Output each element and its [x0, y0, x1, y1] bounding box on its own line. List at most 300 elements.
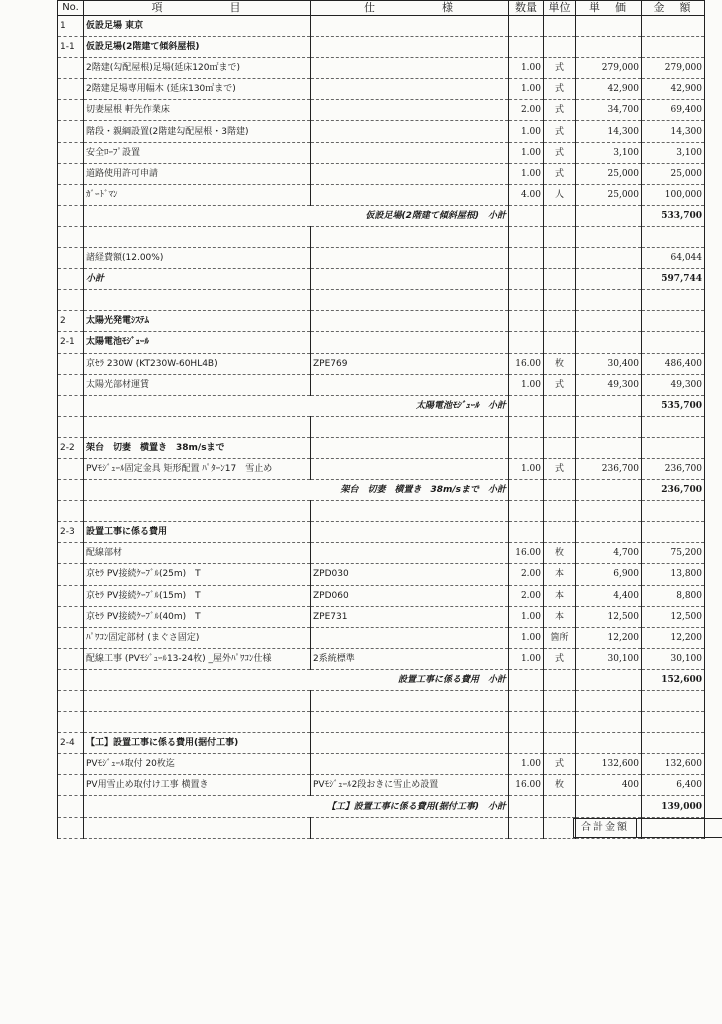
row-no: [58, 501, 84, 522]
table-row: [58, 311, 705, 332]
row-item: PV用雪止め取付け工事 横置き: [84, 775, 311, 796]
table-row: [58, 100, 705, 121]
row-amount: 64,044: [642, 248, 705, 269]
row-unit: 箇所: [544, 627, 576, 648]
table-row: [58, 733, 705, 754]
row-no: 1-1: [58, 37, 84, 58]
row-amount: [642, 691, 705, 712]
table-row: [58, 205, 705, 226]
row-spec: ZPE731: [311, 606, 509, 627]
row-qty: 16.00: [509, 775, 544, 796]
row-amount: [642, 733, 705, 754]
row-no: [58, 775, 84, 796]
subtotal-label: 架台 切妻 横置き 38m/sまで 小計: [84, 480, 509, 501]
table-row: [58, 522, 705, 543]
row-unit: 本: [544, 585, 576, 606]
table-row: [58, 332, 705, 353]
row-spec: 2系統標準: [311, 648, 509, 669]
row-spec: [311, 37, 509, 58]
table-row: [58, 775, 705, 796]
row-spec: [311, 522, 509, 543]
row-qty: [509, 480, 544, 501]
header-amount: 金 額: [642, 1, 705, 16]
row-item: [84, 226, 311, 247]
row-amount: [642, 311, 705, 332]
row-no: [58, 163, 84, 184]
row-item: 2階建足場専用幅木 (延床130㎡まで): [84, 79, 311, 100]
table-row: [58, 585, 705, 606]
row-spec: [311, 142, 509, 163]
row-item: 京ｾﾗ PV接続ｹｰﾌﾞﾙ(40m) T: [84, 606, 311, 627]
row-item: PVﾓｼﾞｭｰﾙ固定金具 矩形配置 ﾊﾟﾀｰﾝ17 雪止め: [84, 458, 311, 479]
row-no: [58, 374, 84, 395]
row-qty: 1.00: [509, 142, 544, 163]
row-amount: 236,700: [642, 480, 705, 501]
row-amount: [642, 332, 705, 353]
table-row: [58, 226, 705, 247]
estimate-table: [57, 0, 705, 839]
row-price: [576, 290, 642, 311]
row-amount: 100,000: [642, 184, 705, 205]
row-price: 12,500: [576, 606, 642, 627]
row-unit: 式: [544, 648, 576, 669]
row-amount: 486,400: [642, 353, 705, 374]
row-qty: [509, 37, 544, 58]
row-spec: ZPD030: [311, 564, 509, 585]
row-unit: [544, 205, 576, 226]
row-price: 25,000: [576, 163, 642, 184]
row-unit: 式: [544, 458, 576, 479]
row-price: [576, 437, 642, 458]
row-qty: [509, 395, 544, 416]
row-qty: 1.00: [509, 121, 544, 142]
row-unit: 式: [544, 79, 576, 100]
row-spec: [311, 817, 509, 838]
row-unit: 式: [544, 58, 576, 79]
row-unit: [544, 416, 576, 437]
row-unit: 枚: [544, 775, 576, 796]
row-item: 仮設足場(2階建て傾斜屋根): [84, 37, 311, 58]
row-price: 3,100: [576, 142, 642, 163]
row-qty: [509, 332, 544, 353]
row-no: [58, 269, 84, 290]
row-unit: [544, 248, 576, 269]
row-price: 42,900: [576, 79, 642, 100]
row-qty: [509, 248, 544, 269]
row-spec: [311, 58, 509, 79]
table-row: [58, 543, 705, 564]
row-qty: 16.00: [509, 353, 544, 374]
row-item: 京ｾﾗ 230W (KT230W-60HL4B): [84, 353, 311, 374]
header-price: 単 価: [576, 1, 642, 16]
row-price: 6,900: [576, 564, 642, 585]
row-no: [58, 395, 84, 416]
row-amount: [642, 522, 705, 543]
row-no: [58, 184, 84, 205]
row-unit: [544, 332, 576, 353]
row-amount: 132,600: [642, 754, 705, 775]
row-qty: 1.00: [509, 58, 544, 79]
row-amount: 42,900: [642, 79, 705, 100]
subtotal-label: 太陽電池ﾓｼﾞｭｰﾙ 小計: [84, 395, 509, 416]
row-no: [58, 226, 84, 247]
table-row: [58, 501, 705, 522]
table-row: [58, 480, 705, 501]
row-no: [58, 480, 84, 501]
row-qty: [509, 311, 544, 332]
row-price: [576, 16, 642, 37]
row-amount: 6,400: [642, 775, 705, 796]
row-amount: 535,700: [642, 395, 705, 416]
row-qty: [509, 501, 544, 522]
row-qty: [509, 16, 544, 37]
row-unit: 本: [544, 606, 576, 627]
row-no: 2-2: [58, 437, 84, 458]
row-no: [58, 416, 84, 437]
row-no: [58, 627, 84, 648]
row-amount: 279,000: [642, 58, 705, 79]
row-qty: [509, 226, 544, 247]
row-amount: 30,100: [642, 648, 705, 669]
row-unit: 人: [544, 184, 576, 205]
row-no: 2-4: [58, 733, 84, 754]
row-item: PVﾓｼﾞｭｰﾙ取付 20枚迄: [84, 754, 311, 775]
table-row: [58, 606, 705, 627]
row-item: 太陽光部材運賃: [84, 374, 311, 395]
row-amount: [642, 501, 705, 522]
table-row: [58, 79, 705, 100]
row-unit: [544, 226, 576, 247]
grand-total-box: [573, 818, 722, 838]
row-price: [576, 669, 642, 690]
table-row: [58, 712, 705, 733]
row-unit: [544, 669, 576, 690]
row-price: 12,200: [576, 627, 642, 648]
row-item: 京ｾﾗ PV接続ｹｰﾌﾞﾙ(15m) T: [84, 585, 311, 606]
row-unit: [544, 269, 576, 290]
row-item: ﾊﾟﾜｺﾝ固定部材 (まぐさ固定): [84, 627, 311, 648]
table-row: [58, 184, 705, 205]
estimate-sheet: [57, 0, 722, 839]
row-qty: [509, 522, 544, 543]
row-amount: [642, 437, 705, 458]
row-no: [58, 353, 84, 374]
row-spec: [311, 733, 509, 754]
table-row: [58, 627, 705, 648]
row-price: [576, 691, 642, 712]
row-qty: [509, 796, 544, 817]
row-qty: [509, 205, 544, 226]
row-spec: [311, 627, 509, 648]
table-row: [58, 290, 705, 311]
row-unit: [544, 522, 576, 543]
row-item: 京ｾﾗ PV接続ｹｰﾌﾞﾙ(25m) T: [84, 564, 311, 585]
row-unit: [544, 691, 576, 712]
row-item: 配線部材: [84, 543, 311, 564]
row-item: 道路使用許可申請: [84, 163, 311, 184]
row-amount: [642, 416, 705, 437]
header-no: No.: [58, 1, 84, 16]
row-no: [58, 712, 84, 733]
row-unit: [544, 480, 576, 501]
row-spec: ZPE769: [311, 353, 509, 374]
row-unit: [544, 16, 576, 37]
row-no: [58, 669, 84, 690]
row-unit: 本: [544, 564, 576, 585]
row-price: [576, 416, 642, 437]
row-unit: 枚: [544, 543, 576, 564]
row-price: [576, 712, 642, 733]
row-amount: 12,200: [642, 627, 705, 648]
row-no: [58, 648, 84, 669]
table-row: [58, 16, 705, 37]
table-row: [58, 669, 705, 690]
row-amount: [642, 16, 705, 37]
row-spec: [311, 269, 509, 290]
row-price: [576, 226, 642, 247]
row-spec: [311, 184, 509, 205]
row-unit: [544, 817, 576, 838]
row-qty: 4.00: [509, 184, 544, 205]
row-amount: 152,600: [642, 669, 705, 690]
row-price: [576, 332, 642, 353]
row-no: [58, 564, 84, 585]
row-amount: 139,000: [642, 796, 705, 817]
row-item: 設置工事に係る費用: [84, 522, 311, 543]
row-spec: PVﾓｼﾞｭｰﾙ2段おきに雪止め設置: [311, 775, 509, 796]
row-qty: 1.00: [509, 163, 544, 184]
row-amount: 533,700: [642, 205, 705, 226]
row-qty: 2.00: [509, 585, 544, 606]
row-price: [576, 205, 642, 226]
header-item: 項 目: [84, 1, 311, 16]
row-item: ｶﾞｰﾄﾞﾏﾝ: [84, 184, 311, 205]
row-amount: 236,700: [642, 458, 705, 479]
row-no: [58, 458, 84, 479]
row-no: [58, 205, 84, 226]
row-no: [58, 606, 84, 627]
row-amount: 12,500: [642, 606, 705, 627]
table-row: [58, 416, 705, 437]
row-qty: 2.00: [509, 100, 544, 121]
row-price: 236,700: [576, 458, 642, 479]
row-qty: [509, 290, 544, 311]
row-qty: 1.00: [509, 79, 544, 100]
table-row: [58, 437, 705, 458]
row-no: 2-3: [58, 522, 84, 543]
row-no: [58, 248, 84, 269]
row-price: 14,300: [576, 121, 642, 142]
row-qty: 16.00: [509, 543, 544, 564]
table-row: [58, 37, 705, 58]
table-row: [58, 564, 705, 585]
row-item: 太陽電池ﾓｼﾞｭｰﾙ: [84, 332, 311, 353]
row-qty: 1.00: [509, 374, 544, 395]
row-spec: [311, 416, 509, 437]
table-row: [58, 353, 705, 374]
row-amount: [642, 712, 705, 733]
header-qty: 数量: [509, 1, 544, 16]
row-price: [576, 522, 642, 543]
row-no: [58, 796, 84, 817]
row-item: 小計: [84, 269, 311, 290]
row-price: [576, 395, 642, 416]
row-no: 1: [58, 16, 84, 37]
subtotal-label: 【工】設置工事に係る費用(据付工事) 小計: [84, 796, 509, 817]
row-item: 階段・親綱設置(2階建勾配屋根・3階建): [84, 121, 311, 142]
row-price: 49,300: [576, 374, 642, 395]
table-row: [58, 58, 705, 79]
row-qty: [509, 269, 544, 290]
row-item: [84, 712, 311, 733]
table-row: [58, 121, 705, 142]
row-unit: [544, 733, 576, 754]
row-unit: [544, 37, 576, 58]
row-unit: [544, 712, 576, 733]
row-amount: [642, 290, 705, 311]
table-row: [58, 458, 705, 479]
row-price: 30,400: [576, 353, 642, 374]
table-row: [58, 796, 705, 817]
row-price: 34,700: [576, 100, 642, 121]
row-no: [58, 691, 84, 712]
subtotal-label: 仮設足場(2階建て傾斜屋根) 小計: [84, 205, 509, 226]
row-qty: 1.00: [509, 627, 544, 648]
row-item: 太陽光発電ｼｽﾃﾑ: [84, 311, 311, 332]
row-item: 安全ﾛｰﾌﾟ設置: [84, 142, 311, 163]
table-row: [58, 142, 705, 163]
estimate-rows: [58, 16, 705, 839]
row-unit: [544, 395, 576, 416]
row-spec: [311, 226, 509, 247]
row-no: [58, 754, 84, 775]
table-row: [58, 269, 705, 290]
row-price: 30,100: [576, 648, 642, 669]
row-amount: 75,200: [642, 543, 705, 564]
row-amount: [642, 226, 705, 247]
row-amount: 597,744: [642, 269, 705, 290]
row-item: 【工】設置工事に係る費用(据付工事): [84, 733, 311, 754]
table-row: [58, 163, 705, 184]
row-item: [84, 290, 311, 311]
row-price: [576, 248, 642, 269]
row-item: [84, 501, 311, 522]
row-no: [58, 543, 84, 564]
row-no: [58, 100, 84, 121]
row-no: 2-1: [58, 332, 84, 353]
row-item: 諸経費額(12.00%): [84, 248, 311, 269]
row-price: 4,400: [576, 585, 642, 606]
header-row: [58, 1, 705, 16]
row-amount: 13,800: [642, 564, 705, 585]
row-spec: [311, 163, 509, 184]
row-qty: [509, 437, 544, 458]
row-amount: 49,300: [642, 374, 705, 395]
row-spec: [311, 712, 509, 733]
row-item: 配線工事 (PVﾓｼﾞｭｰﾙ13-24枚) _屋外ﾊﾟﾜｺﾝ仕様: [84, 648, 311, 669]
row-spec: [311, 754, 509, 775]
row-qty: 2.00: [509, 564, 544, 585]
row-spec: [311, 311, 509, 332]
row-price: [576, 311, 642, 332]
row-qty: 1.00: [509, 606, 544, 627]
row-unit: 式: [544, 754, 576, 775]
row-price: [576, 37, 642, 58]
row-unit: 式: [544, 374, 576, 395]
row-qty: 1.00: [509, 458, 544, 479]
row-item: 架台 切妻 横置き 38m/sまで: [84, 437, 311, 458]
row-qty: [509, 712, 544, 733]
row-no: [58, 142, 84, 163]
row-spec: [311, 374, 509, 395]
row-item: 切妻屋根 軒先作業床: [84, 100, 311, 121]
row-price: 400: [576, 775, 642, 796]
row-amount: [642, 37, 705, 58]
row-spec: [311, 121, 509, 142]
row-spec: [311, 458, 509, 479]
row-spec: [311, 100, 509, 121]
row-no: [58, 585, 84, 606]
row-unit: 枚: [544, 353, 576, 374]
row-amount: 69,400: [642, 100, 705, 121]
row-spec: [311, 437, 509, 458]
row-item: [84, 691, 311, 712]
row-qty: [509, 817, 544, 838]
row-amount: 14,300: [642, 121, 705, 142]
row-amount: 25,000: [642, 163, 705, 184]
table-row: [58, 691, 705, 712]
row-item: [84, 416, 311, 437]
row-spec: [311, 79, 509, 100]
row-spec: [311, 332, 509, 353]
grand-total-label: 合計金額: [574, 819, 637, 837]
row-spec: [311, 543, 509, 564]
row-price: [576, 796, 642, 817]
grand-total-value: [637, 819, 722, 837]
row-spec: [311, 248, 509, 269]
row-unit: 式: [544, 121, 576, 142]
row-item: [84, 817, 311, 838]
row-price: 25,000: [576, 184, 642, 205]
row-item: 2階建(勾配屋根)足場(延床120㎡まで): [84, 58, 311, 79]
row-price: 279,000: [576, 58, 642, 79]
row-no: [58, 79, 84, 100]
row-price: 132,600: [576, 754, 642, 775]
header-unit: 単位: [544, 1, 576, 16]
row-item: 仮設足場 東京: [84, 16, 311, 37]
row-no: 2: [58, 311, 84, 332]
row-unit: [544, 501, 576, 522]
row-spec: [311, 16, 509, 37]
row-unit: 式: [544, 142, 576, 163]
row-qty: [509, 416, 544, 437]
row-spec: ZPD060: [311, 585, 509, 606]
row-no: [58, 121, 84, 142]
row-unit: [544, 290, 576, 311]
row-amount: 3,100: [642, 142, 705, 163]
row-price: [576, 269, 642, 290]
row-unit: [544, 796, 576, 817]
header-spec: 仕 様: [311, 1, 509, 16]
row-price: [576, 733, 642, 754]
row-price: [576, 501, 642, 522]
row-unit: [544, 311, 576, 332]
row-qty: [509, 669, 544, 690]
row-unit: 式: [544, 100, 576, 121]
row-spec: [311, 501, 509, 522]
row-spec: [311, 290, 509, 311]
row-qty: [509, 733, 544, 754]
